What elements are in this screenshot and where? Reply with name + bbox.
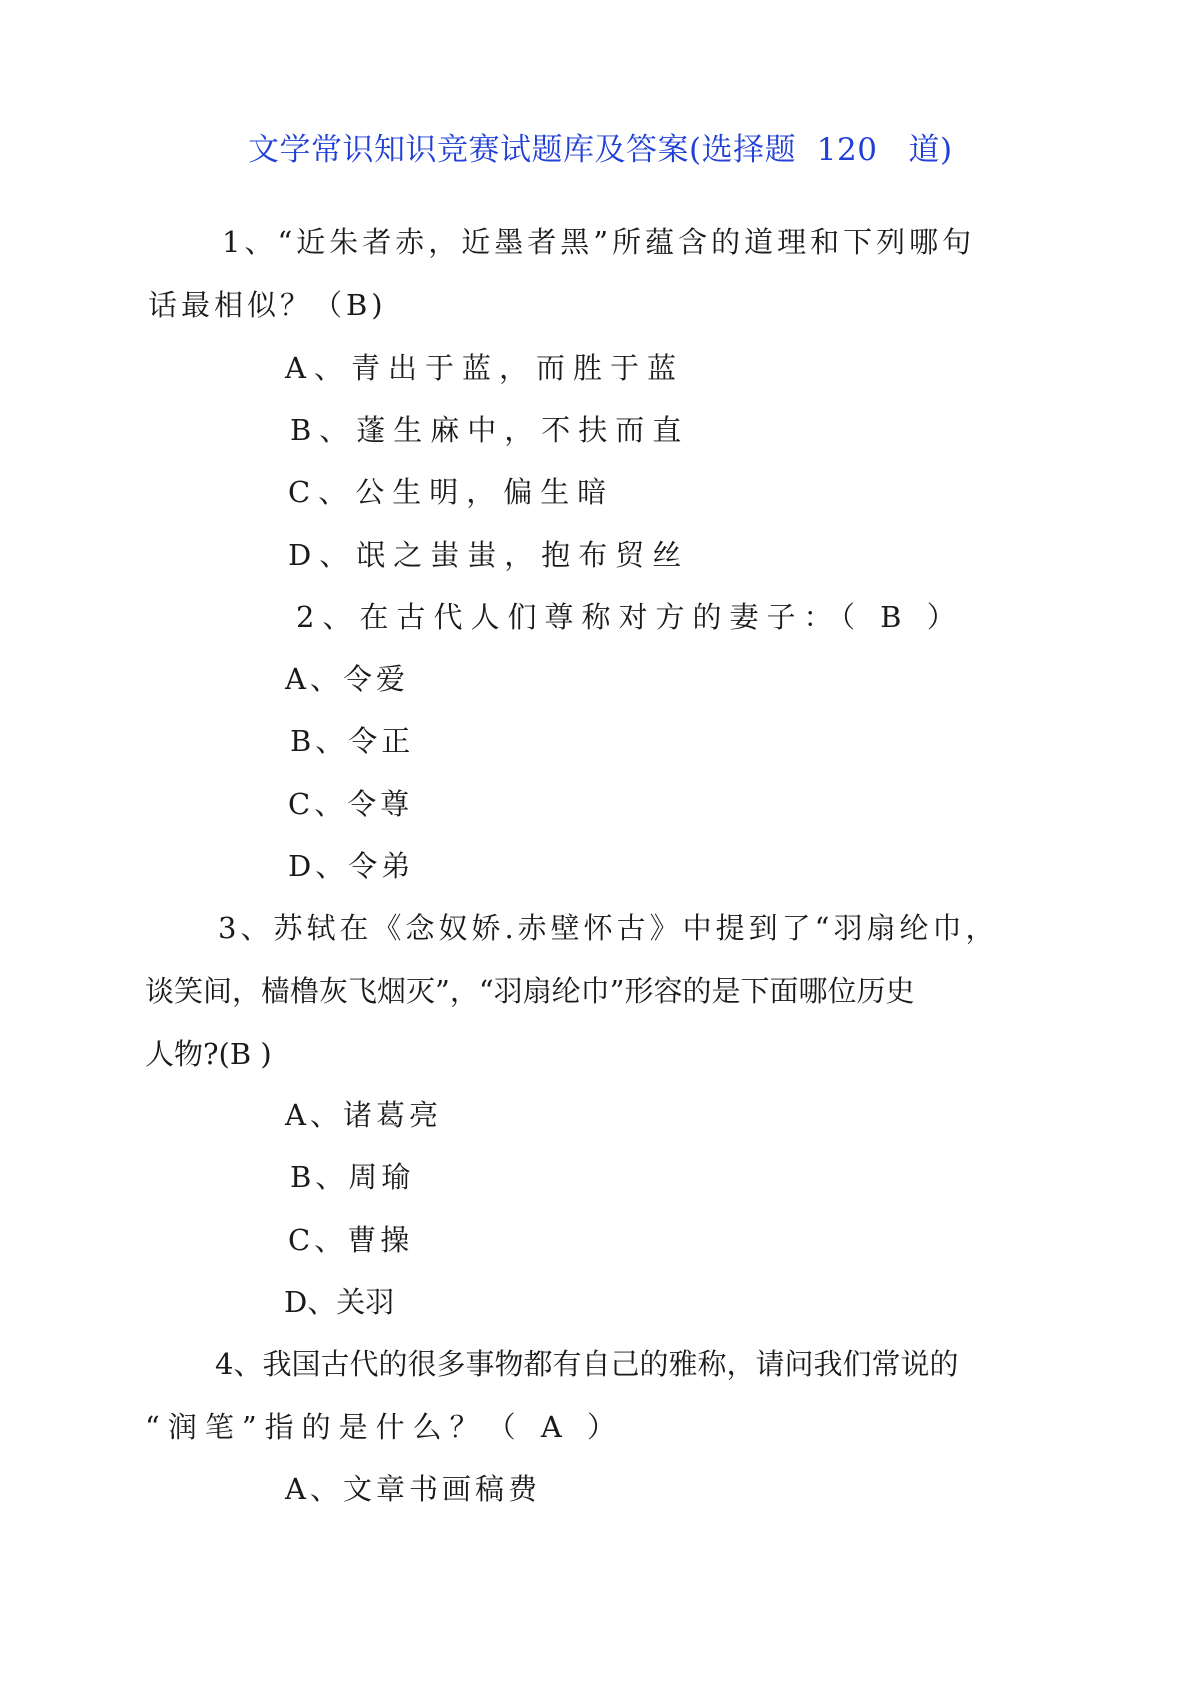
question-2-option-d: D、令弟 — [288, 849, 415, 883]
question-1-option-b: B、蓬生麻中，不扶而直 — [290, 413, 690, 447]
question-2-option-a: A、令爱 — [285, 662, 409, 696]
question-1-option-a: A、青出于蓝，而胜于蓝 — [285, 351, 684, 385]
question-4-stem-line-2: “润笔”指的是什么？（ A ） — [145, 1410, 625, 1444]
question-3-option-a: A、诸葛亮 — [285, 1098, 442, 1132]
question-3-stem-line-3: 人物?(B ) — [145, 1037, 272, 1071]
question-1-option-d: D、氓之蚩蚩，抱布贸丝 — [288, 538, 690, 572]
question-2-option-b: B、令正 — [290, 724, 415, 758]
question-3-stem-line-2: 谈笑间，樯橹灰飞烟灭”，“羽扇纶巾”形容的是下面哪位历史 — [145, 974, 915, 1008]
question-4-stem-line-1: 4、我国古代的很多事物都有自己的雅称，请问我们常说的 — [215, 1347, 959, 1381]
question-2-stem: 2、在古代人们尊称对方的妻子：（ B ） — [296, 600, 964, 634]
question-4-option-a: A、文章书画稿费 — [285, 1472, 541, 1506]
question-1-option-c: C、公生明，偏生暗 — [288, 475, 615, 509]
question-3-stem-line-1: 3、苏轼在《念奴娇.赤壁怀古》中提到了“羽扇纶巾， — [218, 911, 999, 945]
question-3-option-d: D、关羽 — [284, 1285, 395, 1319]
document-title: 文学常识知识竞赛试题库及答案(选择题 120 道) — [248, 132, 953, 168]
question-1-stem-line-2: 话最相似？（B) — [148, 288, 387, 322]
question-2-option-c: C、令尊 — [288, 787, 414, 821]
question-3-option-c: C、曹操 — [288, 1223, 414, 1257]
question-1-stem-line-1: 1、“近朱者赤，近墨者黑”所蕴含的道理和下列哪句 — [222, 225, 976, 259]
question-3-option-b: B、周瑜 — [290, 1160, 415, 1194]
